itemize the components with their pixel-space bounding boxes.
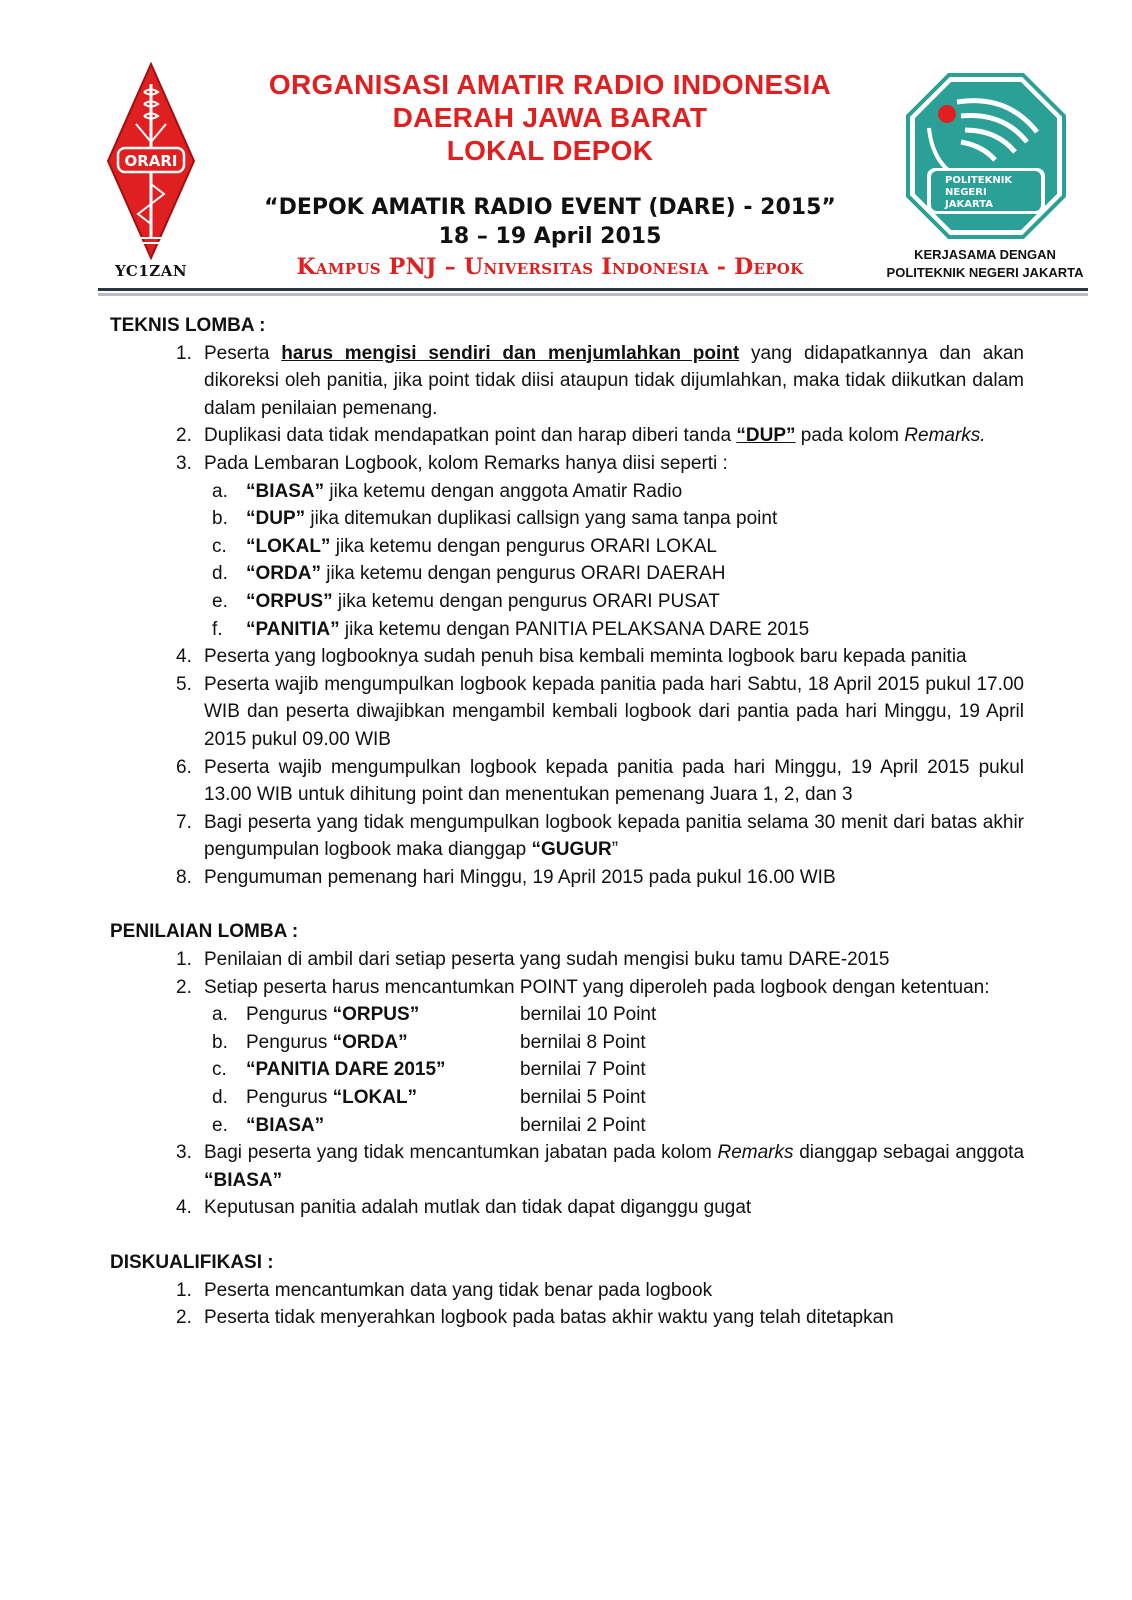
remark-text: jika ketemu dengan pengurus ORARI LOKAL: [330, 535, 717, 557]
points-row: [110, 1056, 1024, 1084]
pnj-shield-logo: [905, 72, 1067, 240]
sub-letter: c.: [212, 1059, 227, 1081]
orari-diamond-logo: [106, 62, 196, 260]
item-text: Duplikasi data tidak mendapatkan point dan harap diberi tanda: [204, 425, 737, 447]
item-text: Pengumuman pemenang hari Minggu, 19 April 2015 pada pukul 16.00 WIB: [204, 866, 836, 888]
item-text: Peserta tidak menyerahkan logbook pada batas akhir waktu yang telah ditetapkan: [204, 1307, 894, 1329]
section-title: TEKNIS LOMBA :: [110, 315, 266, 336]
org-line: DAERAH JAWA BARAT: [392, 102, 708, 133]
item-number: 2.: [176, 976, 192, 998]
pnj-logo-line: POLITEKNIK: [945, 175, 1013, 186]
remarks-item: [110, 560, 1024, 588]
list-item: [110, 1194, 1024, 1222]
item-number: 6.: [176, 756, 192, 778]
sub-letter: d.: [212, 1087, 228, 1109]
orari-logo-text: ORARI: [124, 152, 178, 170]
section-diskualifikasi: [110, 1249, 1024, 1332]
sub-letter: e.: [212, 590, 228, 612]
points-value: bernilai 10 Point: [520, 1004, 657, 1026]
partner-note: [880, 246, 1090, 282]
item-text: Bagi peserta yang tidak mencantumkan jabatan pada kolom: [204, 1142, 718, 1164]
sub-letter: e.: [212, 1114, 228, 1136]
item-text: Peserta wajib mengumpulkan logbook kepada panitia pada hari Sabtu, 18 April 2015 pukul 17.00 WIB dan peserta diwajibkan mengambil kembali logbook dari pantia pada hari Minggu, 19 April 2015 pukul 09.00 WIB: [204, 673, 1024, 750]
remark-code: “BIASA”: [246, 480, 325, 502]
points-role: “ORDA”: [332, 1031, 408, 1053]
item-number: 3.: [176, 1142, 192, 1164]
remark-code: “ORPUS”: [246, 590, 333, 612]
item-text: Peserta: [204, 342, 282, 364]
item-number: 1.: [176, 949, 192, 971]
remarks-item: [110, 533, 1024, 561]
item-italic: Remarks.: [904, 425, 986, 447]
sub-letter: a.: [212, 1004, 228, 1026]
item-text: Penilaian di ambil dari setiap peserta yang sudah mengisi buku tamu DARE-2015: [204, 949, 890, 971]
list-item: [110, 643, 1024, 671]
section-title: PENILAIAN LOMBA :: [110, 921, 299, 943]
points-role: “LOKAL”: [332, 1087, 418, 1109]
item-text: Setiap peserta harus mencantumkan POINT yang diperoleh pada logbook dengan ketentuan:: [204, 976, 990, 998]
item-number: 4.: [176, 646, 192, 668]
points-value: bernilai 5 Point: [520, 1087, 646, 1109]
remarks-item: [110, 478, 1024, 506]
points-value: bernilai 2 Point: [520, 1114, 646, 1136]
item-number: 3.: [176, 452, 192, 474]
item-emphasis: “GUGUR: [531, 839, 612, 861]
item-emphasis: harus mengisi sendiri dan menjumlahkan point: [281, 342, 740, 364]
remark-code: “ORDA”: [246, 563, 321, 585]
sub-letter: d.: [212, 563, 228, 585]
item-text: pada kolom: [795, 425, 905, 447]
item-text: Peserta mencantumkan data yang tidak benar pada logbook: [204, 1279, 713, 1301]
points-row: [110, 1084, 1024, 1112]
points-role: “PANITIA DARE 2015”: [246, 1059, 446, 1081]
item-text: Pada Lembaran Logbook, kolom Remarks hanya diisi seperti :: [204, 452, 728, 474]
item-emphasis: “DUP”: [736, 425, 796, 447]
remark-text: jika ketemu dengan pengurus ORARI DAERAH: [320, 563, 726, 585]
item-text: Bagi peserta yang tidak mengumpulkan logbook kepada panitia selama 30 menit dari batas akhir pengumpulan logbook maka dianggap: [204, 811, 1024, 861]
remark-text: jika ketemu dengan PANITIA PELAKSANA DARE 2015: [339, 618, 810, 640]
list-item: [110, 671, 1024, 754]
remarks-item: [110, 616, 1024, 644]
pnj-logo-line: JAKARTA: [945, 199, 993, 210]
partner-line: KERJASAMA DENGAN: [914, 247, 1056, 262]
remarks-item: [110, 505, 1024, 533]
section-title: DISKUALIFIKASI :: [110, 1252, 274, 1273]
list-item: [110, 809, 1024, 864]
org-title: [220, 68, 880, 167]
list-item: [110, 754, 1024, 809]
list-item: [110, 974, 1024, 1002]
list-item: [110, 864, 1024, 892]
event-title: “DEPOK AMATIR RADIO EVENT (DARE) - 2015”: [264, 195, 836, 220]
item-text: Keputusan panitia adalah mutlak dan tidak dapat diganggu gugat: [204, 1197, 752, 1219]
points-label: Pengurus: [246, 1087, 333, 1109]
item-text: ”: [611, 839, 619, 861]
event-date: 18 – 19 April 2015: [438, 224, 662, 249]
points-value: bernilai 8 Point: [520, 1031, 646, 1053]
letterhead: [0, 0, 1132, 300]
org-line: LOKAL DEPOK: [446, 135, 654, 166]
pnj-logo-line: NEGERI: [945, 187, 987, 198]
item-emphasis: “BIASA”: [204, 1169, 283, 1191]
remark-code: “PANITIA”: [246, 618, 340, 640]
list-item: [110, 946, 1024, 974]
event-venue: Kampus PNJ – Universitas Indonesia - Depok: [296, 254, 804, 280]
item-text: Peserta wajib mengumpulkan logbook kepada panitia pada hari Minggu, 19 April 2015 pukul 13.00 WIB untuk dihitung point dan menentukan pemenang Juara 1, 2, dan 3: [204, 756, 1024, 806]
sub-letter: f.: [212, 618, 223, 640]
header-rule: [98, 288, 1088, 291]
points-row: [110, 1001, 1024, 1029]
item-number: 4.: [176, 1197, 192, 1219]
points-role: “ORPUS”: [332, 1004, 420, 1026]
points-value: bernilai 7 Point: [520, 1059, 646, 1081]
callsign: YC1ZAN: [114, 262, 188, 280]
sub-letter: a.: [212, 480, 228, 502]
remark-code: “DUP”: [246, 508, 306, 530]
remark-text: jika ditemukan duplikasi callsign yang sama tanpa point: [305, 508, 778, 530]
points-label: Pengurus: [246, 1031, 333, 1053]
remarks-item: [110, 588, 1024, 616]
item-number: 5.: [176, 673, 192, 695]
list-item: [110, 1277, 1024, 1305]
points-row: [110, 1112, 1024, 1140]
list-item: [110, 340, 1024, 423]
section-penilaian: [110, 918, 1024, 1222]
points-row: [110, 1029, 1024, 1057]
item-number: 7.: [176, 811, 192, 833]
list-item: [110, 422, 1024, 450]
list-item: [110, 450, 1024, 478]
item-italic: Remarks: [717, 1142, 794, 1164]
sub-letter: b.: [212, 508, 228, 530]
remark-text: jika ketemu dengan anggota Amatir Radio: [324, 480, 683, 502]
item-number: 2.: [176, 425, 192, 447]
partner-line: POLITEKNIK NEGERI JAKARTA: [886, 265, 1084, 280]
list-item: [110, 1139, 1024, 1194]
item-number: 8.: [176, 866, 192, 888]
remark-code: “LOKAL”: [246, 535, 331, 557]
item-text: dianggap sebagai anggota: [793, 1142, 1025, 1164]
item-text: Peserta yang logbooknya sudah penuh bisa kembali meminta logbook baru kepada panitia: [204, 646, 967, 668]
item-number: 1.: [176, 342, 192, 364]
sub-letter: b.: [212, 1031, 228, 1053]
item-number: 1.: [176, 1279, 192, 1301]
points-label: Pengurus: [246, 1004, 333, 1026]
section-teknis: [110, 312, 1024, 891]
sub-letter: c.: [212, 535, 227, 557]
org-line: ORGANISASI AMATIR RADIO INDONESIA: [268, 69, 832, 100]
item-text: yang didapatkannya dan akan dikoreksi oleh panitia, jika point tidak diisi ataupun tidak dijumlahkan, maka tidak diikutkan dalam dalam penilaian pemenang.: [204, 342, 1024, 419]
points-role: “BIASA”: [246, 1114, 325, 1136]
list-item: [110, 1304, 1024, 1332]
item-number: 2.: [176, 1307, 192, 1329]
header-rule-shadow: [98, 293, 1088, 296]
document-body: [110, 312, 1024, 1359]
remark-text: jika ketemu dengan pengurus ORARI PUSAT: [332, 590, 720, 612]
